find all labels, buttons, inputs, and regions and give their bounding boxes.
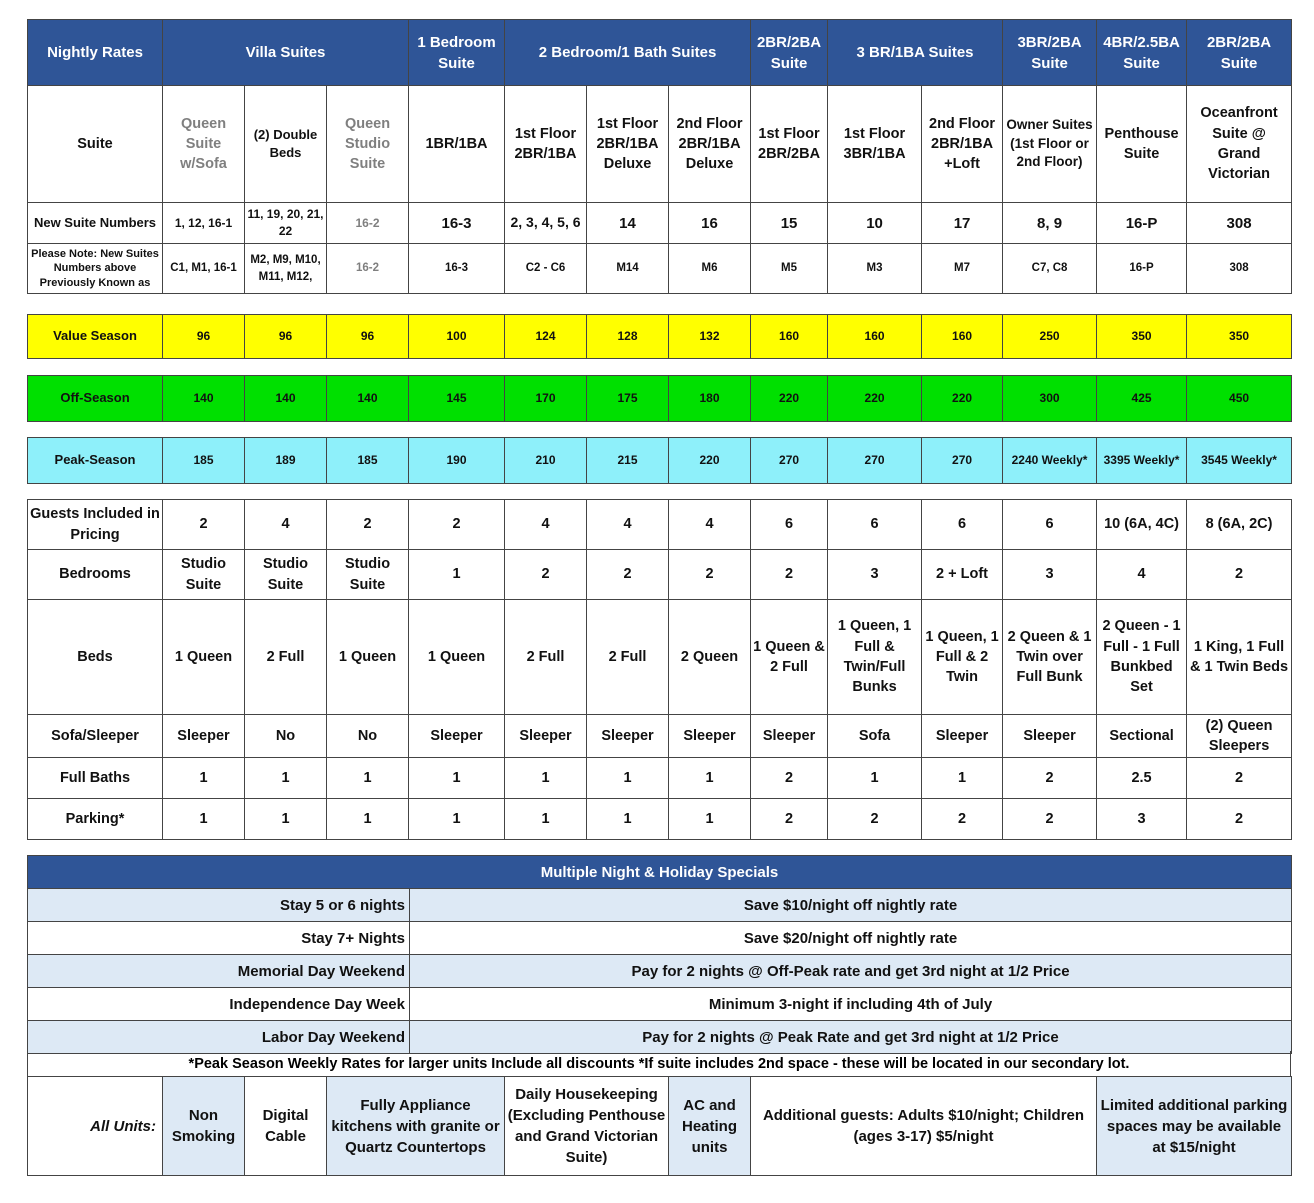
previous-numbers-row: [28, 244, 1292, 294]
special-row: [28, 922, 1292, 955]
group-header: 2BR/2BA Suite: [751, 20, 828, 86]
bedrooms-value: 2: [587, 550, 669, 600]
previous-number: C7, C8: [1003, 244, 1097, 294]
parking-value: 1: [587, 799, 669, 840]
special-value: Minimum 3-night if including 4th of July: [410, 988, 1292, 1021]
previous-number: M3: [828, 244, 922, 294]
group-header: Villa Suites: [163, 20, 409, 86]
special-label: Stay 7+ Nights: [28, 922, 410, 955]
rate: 128: [587, 315, 669, 359]
rate: 100: [409, 315, 505, 359]
suite-number: 15: [751, 203, 828, 244]
previous-number: 16-P: [1097, 244, 1187, 294]
value-season-row: [28, 315, 1292, 359]
previous-number: 16-3: [409, 244, 505, 294]
guests-value: 2: [163, 500, 245, 550]
parking-value: 1: [409, 799, 505, 840]
nightly-rates-header: Nightly Rates: [28, 20, 163, 86]
specials-table: [27, 855, 1292, 1054]
guests-value: 4: [505, 500, 587, 550]
parking-value: 1: [669, 799, 751, 840]
row-label: Full Baths: [28, 758, 163, 799]
previous-number: M5: [751, 244, 828, 294]
special-value: Pay for 2 nights @ Peak Rate and get 3rd night at 1/2 Price: [410, 1021, 1292, 1054]
rate: 450: [1187, 376, 1292, 422]
previous-number: M2, M9, M10, M11, M12,: [245, 244, 327, 294]
parking-value: 1: [327, 799, 409, 840]
baths-value: 1: [245, 758, 327, 799]
rate: 190: [409, 438, 505, 484]
rate: 220: [922, 376, 1003, 422]
rate: 215: [587, 438, 669, 484]
parking-value: 2: [1003, 799, 1097, 840]
row-label: Bedrooms: [28, 550, 163, 600]
new-numbers-row: [28, 203, 1292, 244]
rate: 270: [922, 438, 1003, 484]
suite-name: 1st Floor 2BR/2BA: [751, 86, 828, 203]
spacer: [28, 294, 1292, 315]
guests-value: 10 (6A, 4C): [1097, 500, 1187, 550]
spacer-row: [28, 359, 1292, 376]
bedrooms-value: 2: [751, 550, 828, 600]
guests-value: 2: [409, 500, 505, 550]
amenity: Fully Appliance kitchens with granite or Quartz Countertops: [327, 1077, 505, 1176]
guests-value: 6: [751, 500, 828, 550]
rate: 425: [1097, 376, 1187, 422]
beds-value: 1 Queen & 2 Full: [751, 600, 828, 715]
group-header: 1 Bedroom Suite: [409, 20, 505, 86]
baths-value: 2: [751, 758, 828, 799]
beds-value: 2 Queen - 1 Full - 1 Full Bunkbed Set: [1097, 600, 1187, 715]
previous-number: 16-2: [327, 244, 409, 294]
baths-value: 1: [327, 758, 409, 799]
row-label: Please Note: New Suites Numbers above Previously Known as: [28, 244, 163, 294]
suite-name: Queen Suite w/Sofa: [163, 86, 245, 203]
suite-name: 2nd Floor 2BR/1BA +Loft: [922, 86, 1003, 203]
rate: 96: [163, 315, 245, 359]
baths-value: 1: [669, 758, 751, 799]
beds-value: 1 Queen, 1 Full & Twin/Full Bunks: [828, 600, 922, 715]
off-season-row: [28, 376, 1292, 422]
suite-number: 1, 12, 16-1: [163, 203, 245, 244]
parking-value: 3: [1097, 799, 1187, 840]
guests-value: 4: [669, 500, 751, 550]
rate: 140: [245, 376, 327, 422]
special-label: Memorial Day Weekend: [28, 955, 410, 988]
sofa-value: Sleeper: [1003, 715, 1097, 758]
row-label: Guests Included in Pricing: [28, 500, 163, 550]
beds-value: 1 Queen: [409, 600, 505, 715]
bedrooms-value: 1: [409, 550, 505, 600]
baths-value: 2: [1003, 758, 1097, 799]
parking-value: 2: [828, 799, 922, 840]
amenity: Limited additional parking spaces may be available at $15/night: [1097, 1077, 1292, 1176]
spacer-row: [28, 422, 1292, 438]
parking-row: [28, 799, 1292, 840]
row-label: Peak-Season: [28, 438, 163, 484]
previous-number: C2 - C6: [505, 244, 587, 294]
special-row: [28, 955, 1292, 988]
rate: 170: [505, 376, 587, 422]
rate: 3395 Weekly*: [1097, 438, 1187, 484]
bedrooms-value: 2: [505, 550, 587, 600]
guests-value: 6: [1003, 500, 1097, 550]
header-row: [28, 20, 1292, 86]
amenity: Digital Cable: [245, 1077, 327, 1176]
rate: 185: [163, 438, 245, 484]
suite-name: Queen Studio Suite: [327, 86, 409, 203]
baths-value: 1: [922, 758, 1003, 799]
rate: 180: [669, 376, 751, 422]
row-label: Value Season: [28, 315, 163, 359]
guests-value: 4: [245, 500, 327, 550]
rate: 160: [922, 315, 1003, 359]
suite-row: [28, 86, 1292, 203]
spacer: [28, 359, 1292, 376]
beds-value: 2 Queen & 1 Twin over Full Bunk: [1003, 600, 1097, 715]
parking-value: 2: [751, 799, 828, 840]
amenity: AC and Heating units: [669, 1077, 751, 1176]
parking-value: 2: [922, 799, 1003, 840]
guests-value: 6: [922, 500, 1003, 550]
sofa-value: Sleeper: [505, 715, 587, 758]
parking-value: 1: [163, 799, 245, 840]
sofa-value: (2) Queen Sleepers: [1187, 715, 1292, 758]
rate: 250: [1003, 315, 1097, 359]
spacer: [28, 484, 1292, 500]
special-value: Save $20/night off nightly rate: [410, 922, 1292, 955]
amenity: Non Smoking: [163, 1077, 245, 1176]
rate: 2240 Weekly*: [1003, 438, 1097, 484]
previous-number: 308: [1187, 244, 1292, 294]
suite-name: 1st Floor 2BR/1BA: [505, 86, 587, 203]
group-header: 2BR/2BA Suite: [1187, 20, 1292, 86]
group-header: 3BR/2BA Suite: [1003, 20, 1097, 86]
rate: 270: [828, 438, 922, 484]
suite-name: (2) Double Beds: [245, 86, 327, 203]
baths-value: 1: [409, 758, 505, 799]
rate: 220: [669, 438, 751, 484]
beds-value: 1 Queen, 1 Full & 2 Twin: [922, 600, 1003, 715]
sofa-value: Sleeper: [163, 715, 245, 758]
beds-value: 2 Full: [587, 600, 669, 715]
beds-value: 1 Queen: [163, 600, 245, 715]
rate: 96: [327, 315, 409, 359]
special-value: Pay for 2 nights @ Off-Peak rate and get 3rd night at 1/2 Price: [410, 955, 1292, 988]
suite-name: Penthouse Suite: [1097, 86, 1187, 203]
suite-name: 1BR/1BA: [409, 86, 505, 203]
rate: 350: [1097, 315, 1187, 359]
row-label: Suite: [28, 86, 163, 203]
rate: 3545 Weekly*: [1187, 438, 1292, 484]
sofa-value: Sleeper: [922, 715, 1003, 758]
all-units-row: [28, 1077, 1292, 1176]
group-header: 4BR/2.5BA Suite: [1097, 20, 1187, 86]
suite-number: 10: [828, 203, 922, 244]
row-label: Off-Season: [28, 376, 163, 422]
footnote: *Peak Season Weekly Rates for larger units Include all discounts *If suite includes 2nd space - these will be located in our secondary lot.: [27, 1051, 1291, 1077]
suite-name: 2nd Floor 2BR/1BA Deluxe: [669, 86, 751, 203]
rates-table: [27, 19, 1292, 840]
rate: 300: [1003, 376, 1097, 422]
rate: 270: [751, 438, 828, 484]
baths-value: 2: [1187, 758, 1292, 799]
parking-value: 2: [1187, 799, 1292, 840]
rate: 189: [245, 438, 327, 484]
guests-value: 4: [587, 500, 669, 550]
bedrooms-value: 4: [1097, 550, 1187, 600]
previous-number: C1, M1, 16-1: [163, 244, 245, 294]
parking-value: 1: [505, 799, 587, 840]
rate: 160: [828, 315, 922, 359]
special-label: Independence Day Week: [28, 988, 410, 1021]
row-label: Beds: [28, 600, 163, 715]
spacer: [28, 422, 1292, 438]
rate: 220: [828, 376, 922, 422]
sofa-value: Sleeper: [587, 715, 669, 758]
special-row: [28, 1021, 1292, 1054]
bedrooms-value: 3: [828, 550, 922, 600]
suite-number: 308: [1187, 203, 1292, 244]
suite-number: 16-P: [1097, 203, 1187, 244]
previous-number: M7: [922, 244, 1003, 294]
rate: 132: [669, 315, 751, 359]
group-header: 2 Bedroom/1 Bath Suites: [505, 20, 751, 86]
group-header: 3 BR/1BA Suites: [828, 20, 1003, 86]
sofa-value: Sofa: [828, 715, 922, 758]
suite-number: 16: [669, 203, 751, 244]
bedrooms-value: Studio Suite: [163, 550, 245, 600]
sofa-value: Sectional: [1097, 715, 1187, 758]
guests-row: [28, 500, 1292, 550]
rate: 96: [245, 315, 327, 359]
row-label: Parking*: [28, 799, 163, 840]
suite-number: 17: [922, 203, 1003, 244]
beds-row: [28, 600, 1292, 715]
special-row: [28, 988, 1292, 1021]
sofa-value: No: [245, 715, 327, 758]
baths-value: 1: [587, 758, 669, 799]
rate: 140: [327, 376, 409, 422]
sofa-value: Sleeper: [751, 715, 828, 758]
specials-title: Multiple Night & Holiday Specials: [28, 856, 1292, 889]
row-label: Sofa/Sleeper: [28, 715, 163, 758]
rate: 350: [1187, 315, 1292, 359]
suite-name: 1st Floor 3BR/1BA: [828, 86, 922, 203]
rate: 124: [505, 315, 587, 359]
rate: 220: [751, 376, 828, 422]
baths-value: 1: [163, 758, 245, 799]
rate: 140: [163, 376, 245, 422]
beds-value: 1 King, 1 Full & 1 Twin Beds: [1187, 600, 1292, 715]
suite-number: 2, 3, 4, 5, 6: [505, 203, 587, 244]
special-row: [28, 889, 1292, 922]
baths-value: 1: [505, 758, 587, 799]
rate: 210: [505, 438, 587, 484]
amenity: Additional guests: Adults $10/night; Children (ages 3-17) $5/night: [751, 1077, 1097, 1176]
special-value: Save $10/night off nightly rate: [410, 889, 1292, 922]
suite-name: Owner Suites (1st Floor or 2nd Floor): [1003, 86, 1097, 203]
previous-number: M6: [669, 244, 751, 294]
suite-name: 1st Floor 2BR/1BA Deluxe: [587, 86, 669, 203]
suite-name: Oceanfront Suite @ Grand Victorian: [1187, 86, 1292, 203]
beds-value: 2 Queen: [669, 600, 751, 715]
sofa-value: No: [327, 715, 409, 758]
bedrooms-value: 3: [1003, 550, 1097, 600]
sofa-value: Sleeper: [409, 715, 505, 758]
special-label: Labor Day Weekend: [28, 1021, 410, 1054]
bedrooms-value: 2: [1187, 550, 1292, 600]
spacer-row: [28, 484, 1292, 500]
suite-number: 14: [587, 203, 669, 244]
suite-number: 8, 9: [1003, 203, 1097, 244]
rate: 185: [327, 438, 409, 484]
bedrooms-row: [28, 550, 1292, 600]
sofa-value: Sleeper: [669, 715, 751, 758]
bedrooms-value: 2 + Loft: [922, 550, 1003, 600]
spacer-row: [28, 294, 1292, 315]
all-units-label: All Units:: [28, 1077, 163, 1176]
previous-number: M14: [587, 244, 669, 294]
beds-value: 1 Queen: [327, 600, 409, 715]
baths-value: 2.5: [1097, 758, 1187, 799]
baths-value: 1: [828, 758, 922, 799]
bedrooms-value: Studio Suite: [327, 550, 409, 600]
suite-number: 11, 19, 20, 21, 22: [245, 203, 327, 244]
parking-value: 1: [245, 799, 327, 840]
row-label: New Suite Numbers: [28, 203, 163, 244]
rate: 160: [751, 315, 828, 359]
bedrooms-value: Studio Suite: [245, 550, 327, 600]
beds-value: 2 Full: [505, 600, 587, 715]
suite-number: 16-3: [409, 203, 505, 244]
guests-value: 2: [327, 500, 409, 550]
specials-title-row: [28, 856, 1292, 889]
all-units-table: [27, 1076, 1292, 1176]
guests-value: 6: [828, 500, 922, 550]
rate: 145: [409, 376, 505, 422]
special-label: Stay 5 or 6 nights: [28, 889, 410, 922]
baths-row: [28, 758, 1292, 799]
guests-value: 8 (6A, 2C): [1187, 500, 1292, 550]
bedrooms-value: 2: [669, 550, 751, 600]
peak-season-row: [28, 438, 1292, 484]
sofa-row: [28, 715, 1292, 758]
suite-number: 16-2: [327, 203, 409, 244]
rate: 175: [587, 376, 669, 422]
amenity: Daily Housekeeping (Excluding Penthouse and Grand Victorian Suite): [505, 1077, 669, 1176]
beds-value: 2 Full: [245, 600, 327, 715]
